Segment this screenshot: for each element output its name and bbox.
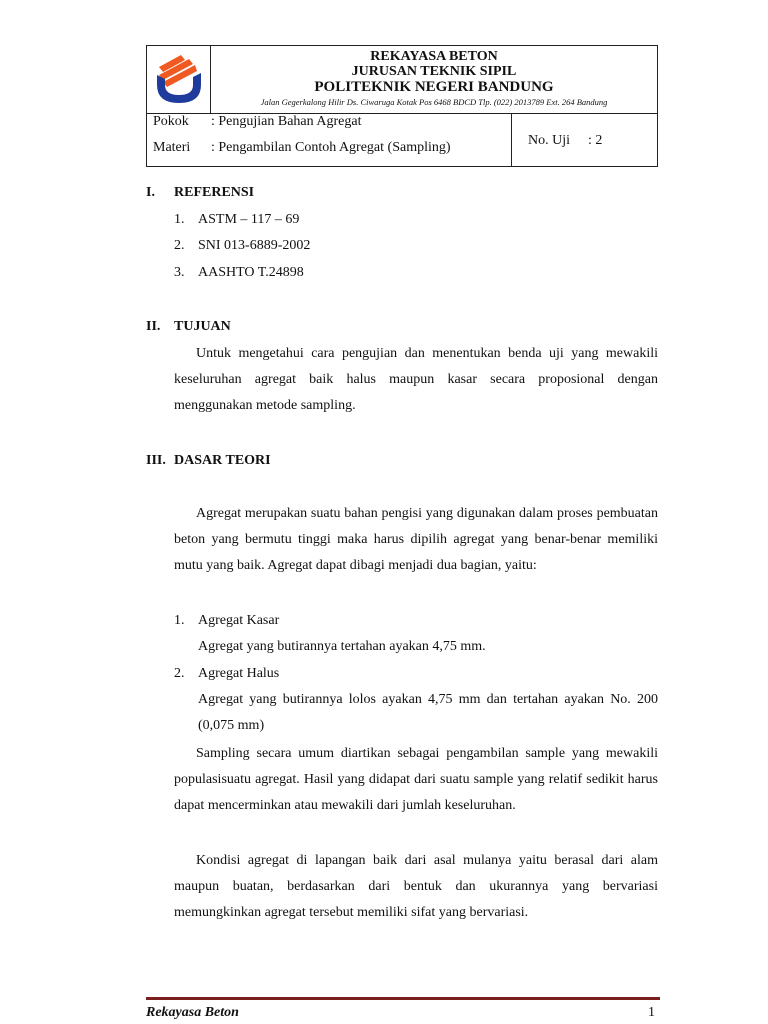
pokok-row xyxy=(153,114,361,130)
institution-title: POLITEKNIK NEGERI BANDUNG xyxy=(314,79,554,95)
reference-item xyxy=(174,238,310,254)
tujuan-paragraph: Untuk mengetahui cara pengujian dan menentukan benda uji yang mewakili keseluruhan agregat baik halus maupun kasar secara proposional dengan menggunakan metode sampling. xyxy=(174,346,658,413)
course-title: REKAYASA BETON xyxy=(370,49,498,64)
section-number: II. xyxy=(146,319,161,334)
dasar-teori-paragraph-3: Kondisi agregat di lapangan baik dari asal mulanya yaitu berasal dari alam maupun buatan, berdasarkan dari bentuk dan ukurannya yang bervariasi memungkinkan agregat tersebut memiliki sifat yang bervariasi. xyxy=(174,853,658,920)
polban-logo-icon xyxy=(151,51,207,107)
institution-address: Jalan Gegerkalong Hilir Ds. Ciwaruga Kotak Pos 6468 BDCD Tlp. (022) 2013789 Ext. 264 Bandung xyxy=(260,97,608,107)
pokok-label: Pokok xyxy=(153,114,189,129)
aggregate-type-item xyxy=(174,666,279,682)
footer-rule xyxy=(146,997,660,1000)
item-text: ASTM – 117 – 69 xyxy=(198,212,300,227)
item-number: 1. xyxy=(174,212,185,227)
pokok-value: : Pengujian Bahan Agregat xyxy=(211,114,362,129)
no-uji-value: : 2 xyxy=(588,133,603,148)
section-number: I. xyxy=(146,185,155,200)
section-referensi-heading xyxy=(146,185,254,201)
item-number: 3. xyxy=(174,265,185,280)
department-title: JURUSAN TEKNIK SIPIL xyxy=(351,64,517,79)
no-uji-row xyxy=(528,133,602,149)
materi-label: Materi xyxy=(153,140,191,155)
test-number-cell xyxy=(512,113,657,167)
section-dasar-teori-heading xyxy=(146,453,271,469)
dasar-teori-paragraph-2: Sampling secara umum diartikan sebagai pengambilan sample yang mewakili populasisuatu agregat. Hasil yang didapat dari suatu sample yang relatif sedikit harus dapat mencerminkan atau mewakili dari jumlah keseluruhan. xyxy=(174,746,658,813)
section-number: III. xyxy=(146,453,166,468)
item-title: Agregat Kasar xyxy=(198,613,280,628)
reference-item xyxy=(174,265,304,281)
title-cell xyxy=(211,46,657,113)
section-tujuan-heading xyxy=(146,319,231,335)
reference-item xyxy=(174,212,299,228)
section-title: TUJUAN xyxy=(174,319,231,334)
item-text: AASHTO T.24898 xyxy=(198,265,304,280)
aggregate-type-description: Agregat yang butirannya tertahan ayakan 4,75 mm. xyxy=(198,639,486,654)
item-title: Agregat Halus xyxy=(198,666,280,681)
materi-row xyxy=(153,140,451,156)
item-text: SNI 013-6889-2002 xyxy=(198,238,311,253)
item-number: 1. xyxy=(174,613,185,628)
materi-value: : Pengambilan Contoh Agregat (Sampling) xyxy=(211,140,451,155)
header-table xyxy=(146,45,658,167)
no-uji-label: No. Uji xyxy=(528,133,570,148)
aggregate-type-item xyxy=(174,613,279,629)
page-number: 1 xyxy=(648,1005,655,1020)
aggregate-type-description: Agregat yang butirannya lolos ayakan 4,75 mm dan tertahan ayakan No. 200 (0,075 mm) xyxy=(198,692,658,733)
footer-title: Rekayasa Beton xyxy=(146,1005,239,1020)
section-title: DASAR TEORI xyxy=(174,453,271,468)
item-number: 2. xyxy=(174,238,185,253)
item-number: 2. xyxy=(174,666,185,681)
dasar-teori-paragraph-1: Agregat merupakan suatu bahan pengisi yang digunakan dalam proses pembuatan beton yang bermutu tinggi maka harus dipilih agregat yang benar-benar memiliki mutu yang baik. Agregat dapat dibagi menjadi dua bagian, yaitu: xyxy=(174,506,658,573)
section-title: REFERENSI xyxy=(174,185,255,200)
logo-cell xyxy=(147,46,211,113)
subject-info xyxy=(147,113,512,167)
